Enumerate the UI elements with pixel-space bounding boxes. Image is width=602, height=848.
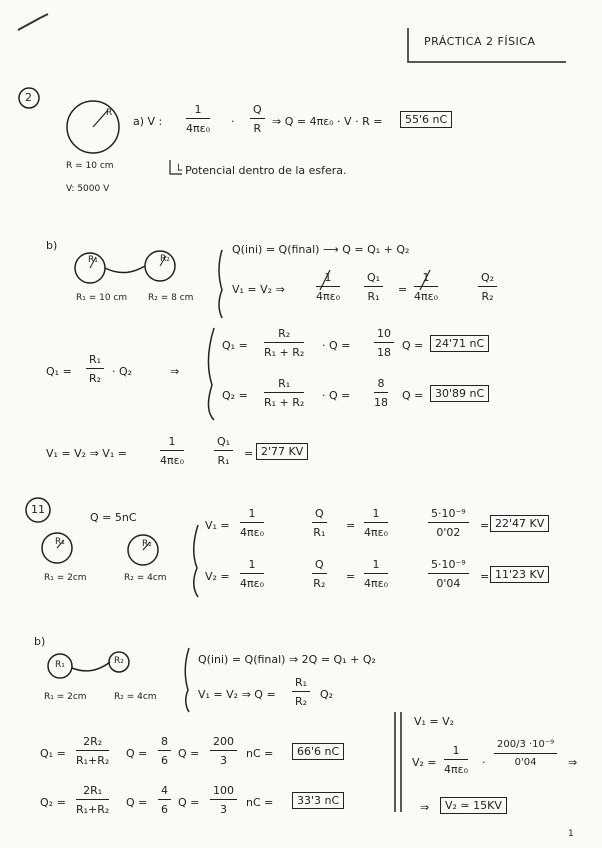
note-text: └ Potencial dentro de la esfera. — [175, 164, 347, 177]
equation: V₂ = — [205, 570, 230, 583]
sphere-radius-label: R — [106, 108, 113, 118]
equation: · Q = — [322, 389, 351, 402]
sphere-label: R₂ — [160, 254, 170, 264]
problem-number: 11 — [31, 503, 45, 516]
operator: ⇒ — [568, 756, 578, 769]
fraction: $\frac{\text{R₁}}{\text{R₂}}$ — [86, 354, 104, 384]
fraction: $\frac{\text{Q₁}}{\text{R₁}}$ — [364, 272, 383, 302]
fraction: $\frac{\text{R₂}}{\text{R₁ + R₂}}$ — [264, 327, 305, 359]
equation: nC = — [246, 747, 274, 760]
problem-number: 2 — [25, 91, 32, 104]
result-box: 11'23 KV — [490, 566, 549, 583]
fraction: $\frac{1}{\text{4πε₀}}$ — [444, 744, 468, 776]
equation: Q = — [402, 339, 424, 352]
given-radius: R₂ = 8 cm — [148, 293, 194, 303]
fraction: $\frac{\text{2R₂}}{\text{R₁+R₂}}$ — [76, 735, 110, 767]
equation: Q₂ = — [40, 796, 66, 809]
result-box: 55'6 nC — [400, 111, 452, 128]
operator: = — [244, 447, 254, 460]
equation: Q = — [178, 796, 200, 809]
result-box: 30'89 nC — [430, 385, 489, 402]
given-radius: R₁ = 2cm — [44, 692, 87, 702]
fraction: $\frac{\text{200/3 ·10⁻⁹}}{0'04}$ — [494, 740, 557, 768]
operator: · — [231, 115, 235, 128]
fraction: $\frac{1}{\text{4πε₀}}$ — [364, 558, 388, 590]
operator: = — [398, 283, 408, 296]
equation: · Q₂ — [112, 365, 133, 378]
fraction: $\frac{1}{\text{4πε₀}}$ — [414, 271, 438, 303]
given-potential: V: 5000 V — [66, 184, 110, 194]
fraction: $\frac{10}{18}$ — [374, 328, 394, 358]
sphere-label: R₂ — [114, 656, 124, 666]
fraction: $\frac{1}{\text{4πε₀}}$ — [364, 507, 388, 539]
given-radius: R = 10 cm — [66, 161, 114, 171]
equation: · Q = — [322, 339, 351, 352]
equation: V₁ = V₂ ⇒ Q = — [198, 688, 276, 701]
page-number: 1 — [568, 829, 574, 839]
equation: nC = — [246, 796, 274, 809]
fraction: $\frac{\text{Q₂}}{\text{R₂}}$ — [478, 272, 497, 302]
fraction: $\frac{Q}{\text{R₂}}$ — [313, 558, 326, 590]
result-box: 33'3 nC — [292, 792, 344, 809]
sphere-label: R₁ — [55, 660, 65, 670]
fraction: $\frac{\text{Q₁}}{\text{R₁}}$ — [214, 436, 233, 466]
equation: Q₁ = — [40, 747, 66, 760]
given-radius: R₂ = 4cm — [124, 573, 167, 583]
given-radius: R₁ = 2cm — [44, 573, 87, 583]
fraction: $\frac{\text{2R₁}}{\text{R₁+R₂}}$ — [76, 784, 110, 816]
equation: Q = — [178, 747, 200, 760]
operator: · — [482, 756, 486, 769]
part-b-label: b) — [46, 239, 58, 252]
equation: Q₁ = — [222, 339, 248, 352]
sphere-label: R₁ — [88, 255, 98, 265]
equation: Q = — [126, 796, 148, 809]
equation: Q₂ — [320, 688, 334, 701]
fraction: $\frac{\text{R₁}}{\text{R₂}}$ — [292, 677, 310, 707]
fraction: $\frac{Q}{\text{R₁}}$ — [313, 507, 326, 539]
equation: V₁ = V₂ ⇒ V₁ = — [46, 447, 127, 460]
equation: V₁ = V₂ — [414, 715, 455, 728]
fraction: $\frac{8}{6}$ — [158, 736, 171, 766]
equation: Q₁ = — [46, 365, 72, 378]
fraction: $\frac{1}{\text{4πε₀}}$ — [240, 507, 264, 539]
given-radius: R₁ = 10 cm — [76, 293, 128, 303]
result-box: 24'71 nC — [430, 335, 489, 352]
page-title: PRÁCTICA 2 FÍSICA — [424, 35, 536, 48]
fraction: $\frac{8}{18}$ — [374, 377, 388, 409]
fraction: $\frac{\text{5·10⁻⁹}}{0'02}$ — [428, 508, 469, 538]
equation: V₁ = — [205, 519, 230, 532]
operator: = — [480, 519, 490, 532]
sphere-label: R₁ — [55, 537, 65, 547]
operator: = — [480, 570, 490, 583]
fraction: $\frac{1}{\text{4πε₀}}$ — [160, 435, 184, 467]
result-box: 22'47 KV — [490, 515, 549, 532]
fraction: $\frac{4}{6}$ — [158, 785, 171, 815]
equation: Q(ini) = Q(final) ⟶ Q = Q₁ + Q₂ — [232, 243, 410, 256]
fraction: $\frac{1}{\text{4πε₀}}$ — [316, 271, 340, 303]
sphere-label: R₂ — [142, 539, 152, 549]
equation: V₁ = V₂ ⇒ — [232, 283, 285, 296]
operator: = — [346, 570, 356, 583]
part-a-label: a) V : — [133, 115, 163, 128]
result-box: 66'6 nC — [292, 743, 344, 760]
equation: Q = — [402, 389, 424, 402]
given-charge: Q = 5nC — [90, 511, 137, 524]
operator: = — [346, 519, 356, 532]
fraction: $\frac{Q}{R}$ — [250, 104, 265, 134]
equation: Q₂ = — [222, 389, 248, 402]
fraction: $\frac{100}{3}$ — [210, 785, 237, 815]
given-radius: R₂ = 4cm — [114, 692, 157, 702]
part-b-label: b) — [34, 635, 46, 648]
fraction: $\frac{\text{R₁}}{\text{R₁ + R₂}}$ — [264, 377, 305, 409]
fraction: $\frac{200}{3}$ — [210, 736, 237, 766]
equation: Q = — [126, 747, 148, 760]
equation: Q(ini) = Q(final) ⇒ 2Q = Q₁ + Q₂ — [198, 653, 376, 666]
operator: ⇒ — [420, 801, 430, 814]
equation: V₂ = — [412, 756, 437, 769]
fraction: $\frac{1}{\text{4πε₀}}$ — [240, 558, 264, 590]
fraction: $\frac{\text{5·10⁻⁹}}{0'04}$ — [428, 559, 469, 589]
result-box: 2'77 KV — [256, 443, 308, 460]
fraction: $\frac{1}{\text{4πε₀}}$ — [186, 103, 210, 135]
equation: ⇒ Q = 4πε₀ · V · R = — [272, 115, 383, 128]
result-box: V₂ ≃ 15KV — [440, 797, 507, 814]
operator: ⇒ — [170, 365, 180, 378]
